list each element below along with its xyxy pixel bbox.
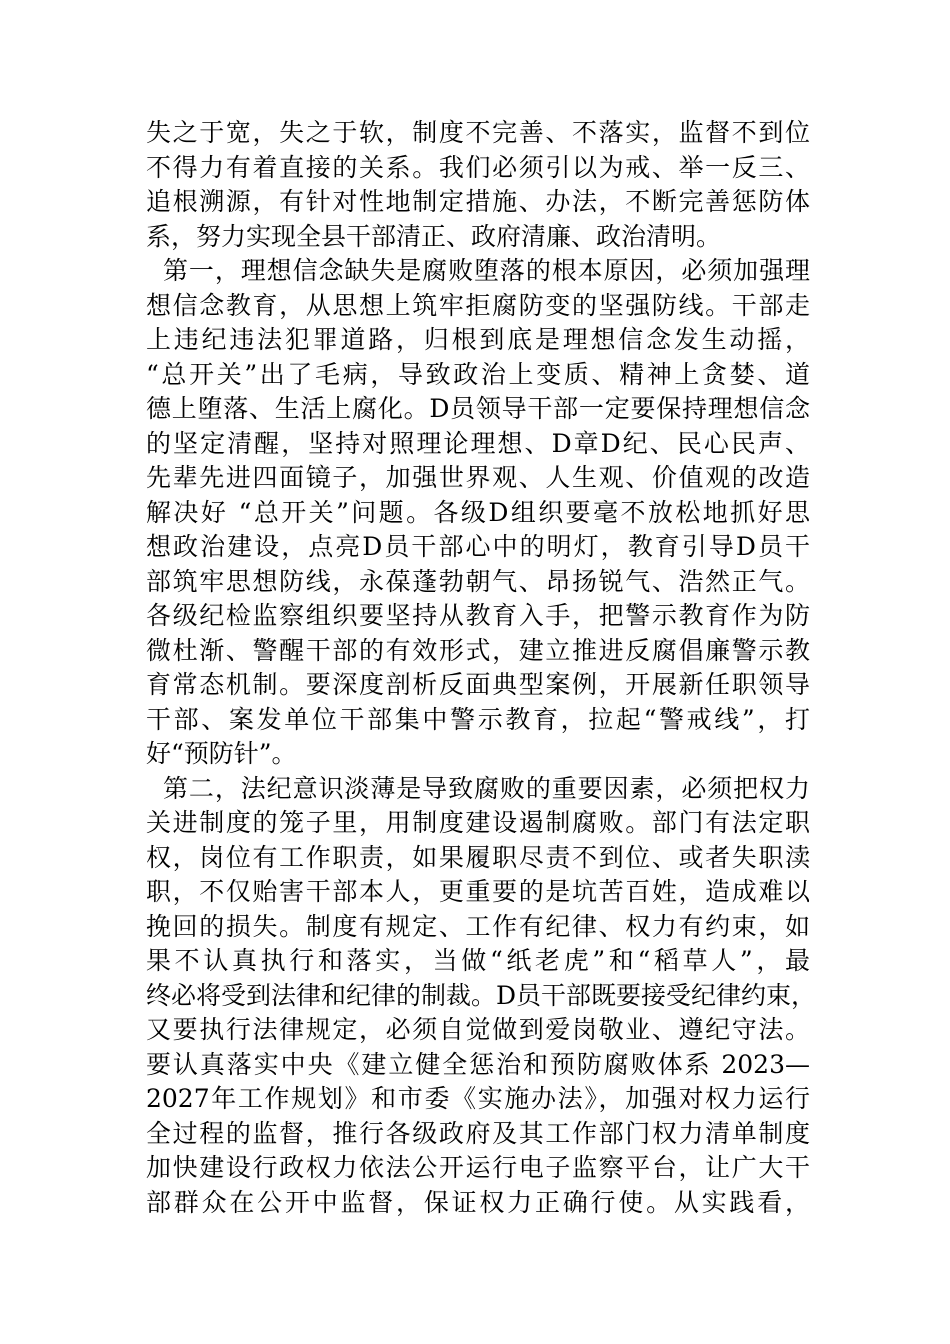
- paragraph-3-line-8: 又要执行法律规定，必须自觉做到爱岗敬业、遵纪守法。: [146, 1015, 810, 1044]
- paragraph-1-line-3: 追根溯源，有针对性地制定措施、办法，不断完善惩防体: [146, 187, 810, 216]
- paragraph-2-line-6: 的坚定清醒，坚持对照理论理想、D章D纪、民心民声、: [146, 428, 810, 458]
- paragraph-3-line-13: 部群众在公开中监督，保证权力正确行使。从实践看，: [146, 1187, 810, 1217]
- paragraph-3-line-11: 全过程的监督，推行各级政府及其工作部门权力清单制度: [146, 1118, 810, 1148]
- paragraph-2-line-1: 第一，理想信念缺失是腐败堕落的根本原因，必须加强理: [163, 256, 810, 285]
- paragraph-2-line-13: 育常态机制。要深度剖析反面典型案例，开展新任职领导: [146, 670, 810, 699]
- paragraph-3-line-3: 权，岗位有工作职责，如果履职尽责不到位、或者失职渎: [146, 842, 810, 872]
- paragraph-3-line-5: 挽回的损失。制度有规定、工作有纪律、权力有约束，如: [146, 911, 810, 941]
- paragraph-2-line-11: 各级纪检监察组织要坚持从教育入手，把警示教育作为防: [146, 601, 810, 630]
- paragraph-3-line-6: 果不认真执行和落实，当做“纸老虎”和“稻草人”，最: [146, 946, 810, 975]
- paragraph-3-line-1: 第二，法纪意识淡薄是导致腐败的重要因素，必须把权力: [163, 773, 810, 803]
- paragraph-3-line-2: 关进制度的笼子里，用制度建设遏制腐败。部门有法定职: [146, 808, 810, 837]
- paragraph-2-line-8: 解决好 “总开关”问题。各级D组织要毫不放松地抓好思: [146, 497, 810, 527]
- document-body: [146, 116, 817, 1220]
- paragraph-2-line-3: 上违纪违法犯罪道路，归根到底是理想信念发生动摇，: [146, 325, 810, 354]
- paragraph-3-line-7: 终必将受到法律和纪律的制裁。D员干部既要接受纪律约束，: [146, 980, 817, 1010]
- paragraph-1-line-1: 失之于宽，失之于软，制度不完善、不落实，监督不到位: [146, 118, 810, 147]
- paragraph-3-line-10: 2027年工作规划》和市委《实施办法》，加强对权力运行: [146, 1084, 810, 1113]
- paragraph-2-line-2: 想信念教育，从思想上筑牢拒腐防变的坚强防线。干部走: [146, 290, 810, 320]
- paragraph-2-line-4: “总开关”出了毛病，导致政治上变质、精神上贪婪、道: [146, 359, 810, 389]
- paragraph-3-line-12: 加快建设行政权力依法公开运行电子监察平台，让广大干: [146, 1153, 810, 1182]
- paragraph-2-line-12: 微杜渐、警醒干部的有效形式，建立推进反腐倡廉警示教: [146, 635, 810, 665]
- paragraph-2-line-9: 想政治建设，点亮D员干部心中的明灯，教育引导D员干: [146, 532, 810, 561]
- paragraph-1-line-4: 系，努力实现全县干部清正、政府清廉、政治清明。: [146, 221, 722, 251]
- paragraph-3-line-4: 职，不仅贻害干部本人，更重要的是坑苦百姓，造成难以: [146, 877, 810, 906]
- paragraph-3-line-9: 要认真落实中央《建立健全惩治和预防腐败体系 2023—: [146, 1049, 810, 1079]
- paragraph-2-line-5: 德上堕落、生活上腐化。D员领导干部一定要保持理想信念: [146, 394, 810, 423]
- paragraph-2-line-7: 先辈先进四面镜子，加强世界观、人生观、价值观的改造: [146, 463, 810, 492]
- paragraph-2-line-14: 干部、案发单位干部集中警示教育，拉起“警戒线”，打: [146, 704, 810, 734]
- paragraph-2-line-15: 好“预防针”。: [146, 739, 297, 768]
- paragraph-2-line-10: 部筑牢思想防线，永葆蓬勃朝气、昂扬锐气、浩然正气。: [146, 566, 810, 596]
- paragraph-1-line-2: 不得力有着直接的关系。我们必须引以为戒、举一反三、: [146, 152, 810, 182]
